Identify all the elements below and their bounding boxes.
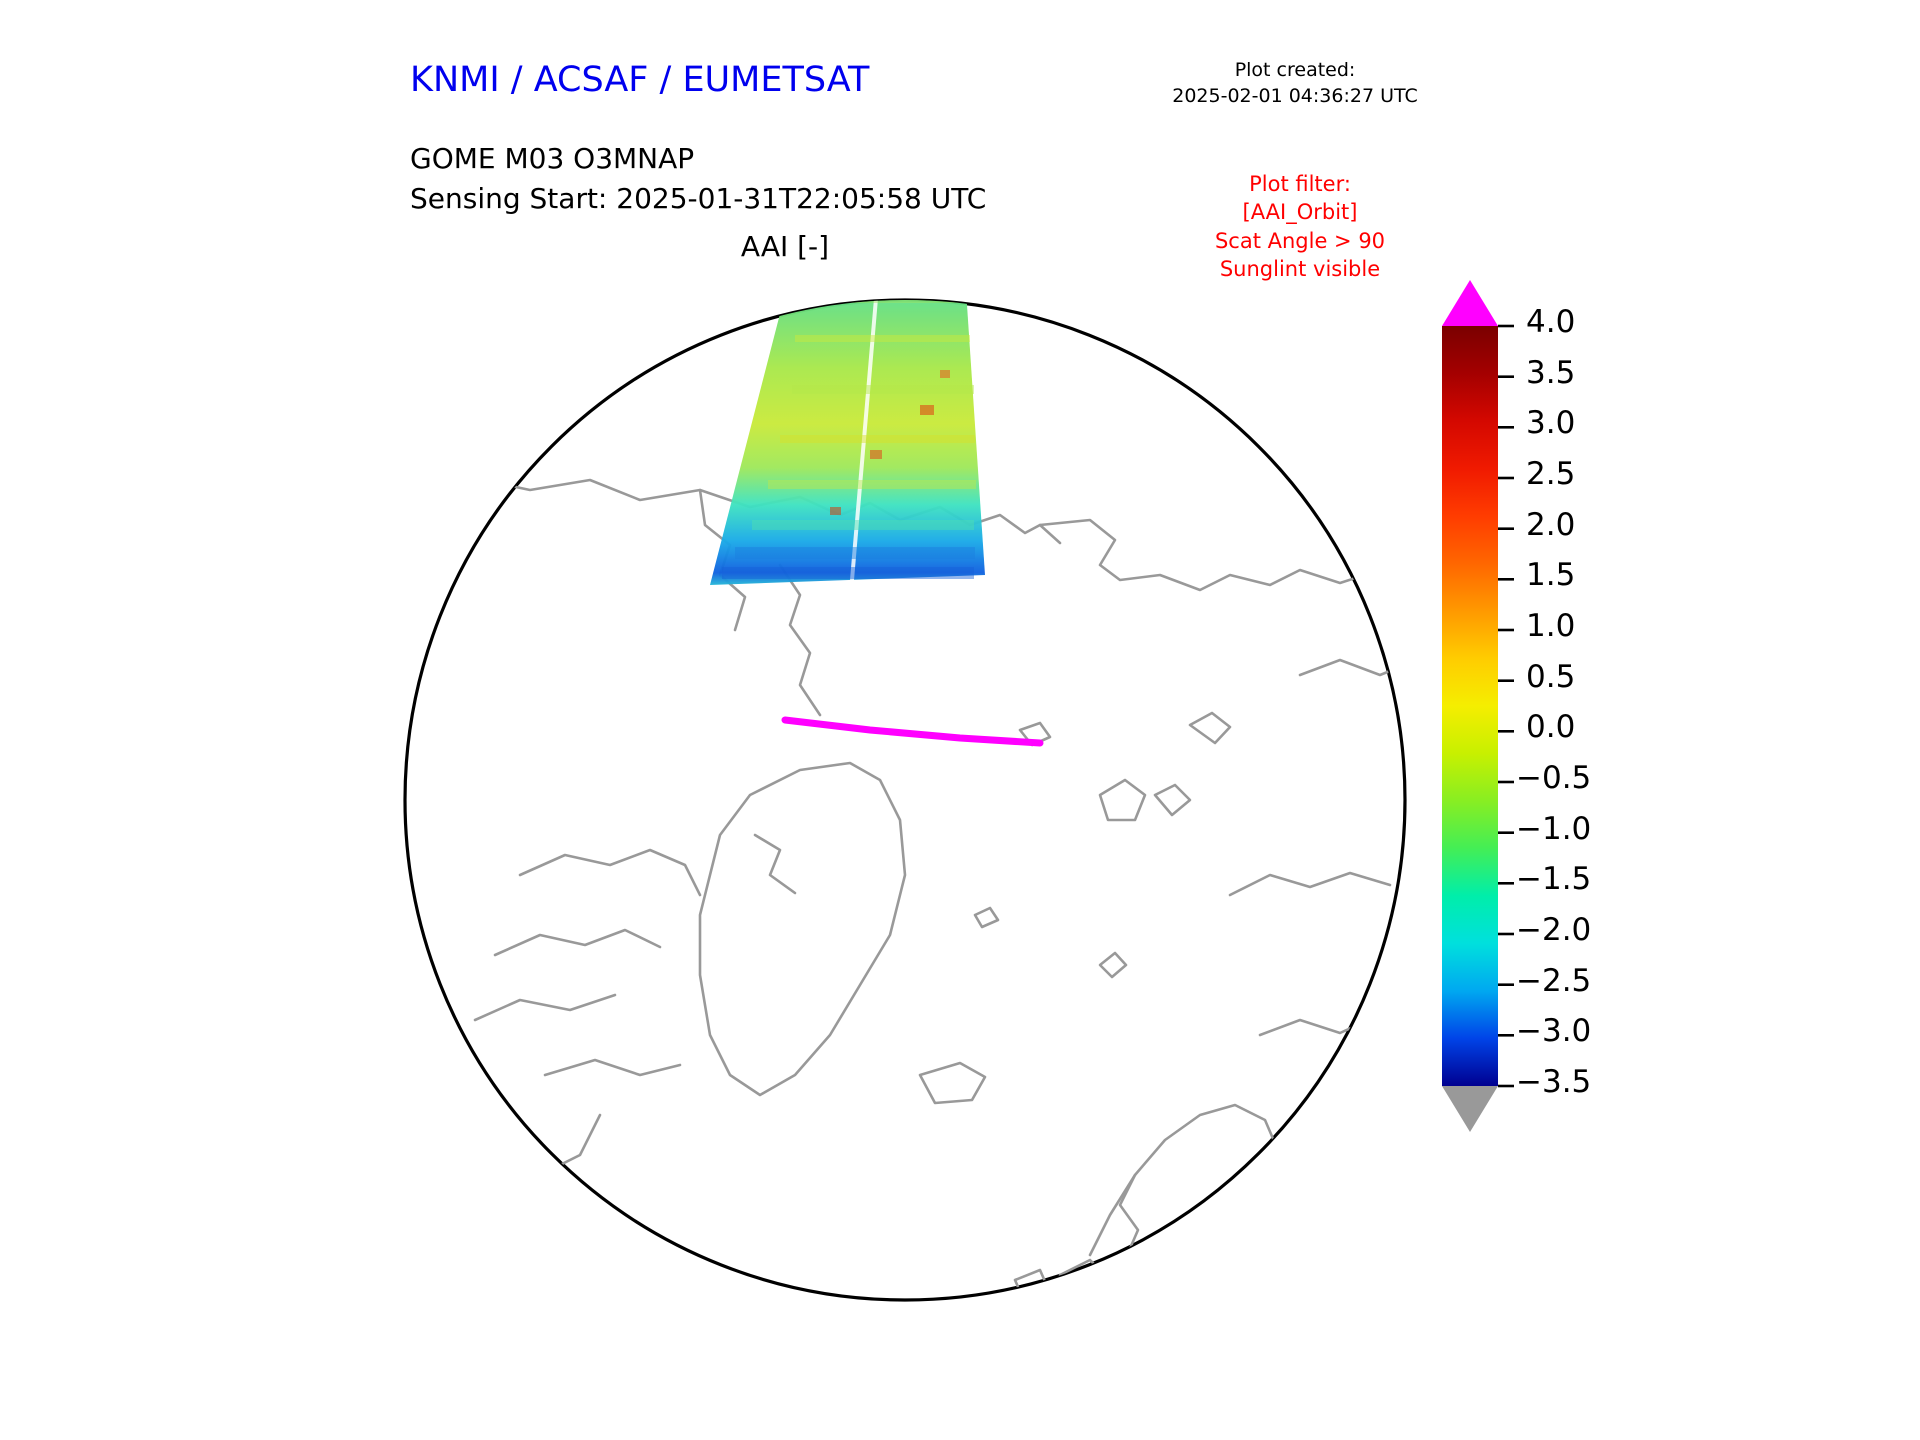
colorbar-tick-label-13: −2.5 — [1516, 962, 1592, 999]
filter-sunglint: Sunglint visible — [1219, 257, 1381, 282]
colorbar-tick-label-9: −0.5 — [1516, 760, 1592, 796]
colorbar-tick-label-7: 0.5 — [1526, 658, 1576, 695]
colorbar-tick-label-10: −1.0 — [1516, 810, 1592, 847]
plot-created-block — [1130, 58, 1460, 109]
colorbar-tick-label-4: 2.0 — [1526, 506, 1576, 543]
colorbar-tick-label-0: 4.0 — [1526, 304, 1576, 340]
plot-created-value: 2025-02-01 04:36:27 UTC — [1172, 84, 1418, 107]
colorbar-tick-label-1: 3.5 — [1526, 354, 1576, 391]
colorbar-under-arrow — [1442, 1086, 1498, 1132]
filter-name: [AAI_Orbit] — [1242, 200, 1358, 225]
colorbar-tick-label-15: −3.5 — [1516, 1064, 1592, 1100]
organisation-title: KNMI / ACSAF / EUMETSAT — [410, 60, 870, 100]
colorbar-tick-label-6: 1.0 — [1526, 608, 1576, 644]
colorbar-tick-label-8: 0.0 — [1526, 709, 1576, 746]
sensing-start: Sensing Start: 2025-01-31T22:05:58 UTC — [410, 181, 987, 215]
plot-created-label: Plot created: — [1234, 59, 1356, 81]
colorbar-gradient — [1442, 326, 1498, 1086]
colorbar-tick-label-3: 2.5 — [1526, 456, 1576, 492]
colorbar-over-arrow — [1442, 280, 1498, 326]
product-name: GOME M03 O3MNAP — [410, 142, 695, 175]
swath-data — [710, 275, 985, 585]
map-panel — [400, 275, 1410, 1335]
colorbar-ticks — [1498, 326, 1514, 1086]
colorbar-tick-label-12: −2.0 — [1516, 912, 1592, 948]
plot-filter-block — [1150, 170, 1450, 283]
product-title — [410, 139, 986, 219]
colorbar-tick-label-2: 3.0 — [1526, 405, 1576, 442]
filter-scat-angle: Scat Angle > 90 — [1214, 228, 1386, 253]
filter-label: Plot filter: — [1249, 172, 1351, 196]
variable-title: AAI [-] — [740, 230, 830, 263]
colorbar-panel — [1430, 280, 1850, 1340]
colorbar-tick-label-5: 1.5 — [1526, 557, 1576, 594]
colorbar-tick-label-14: −3.0 — [1516, 1013, 1592, 1050]
colorbar-tick-label-11: −1.5 — [1516, 861, 1592, 898]
